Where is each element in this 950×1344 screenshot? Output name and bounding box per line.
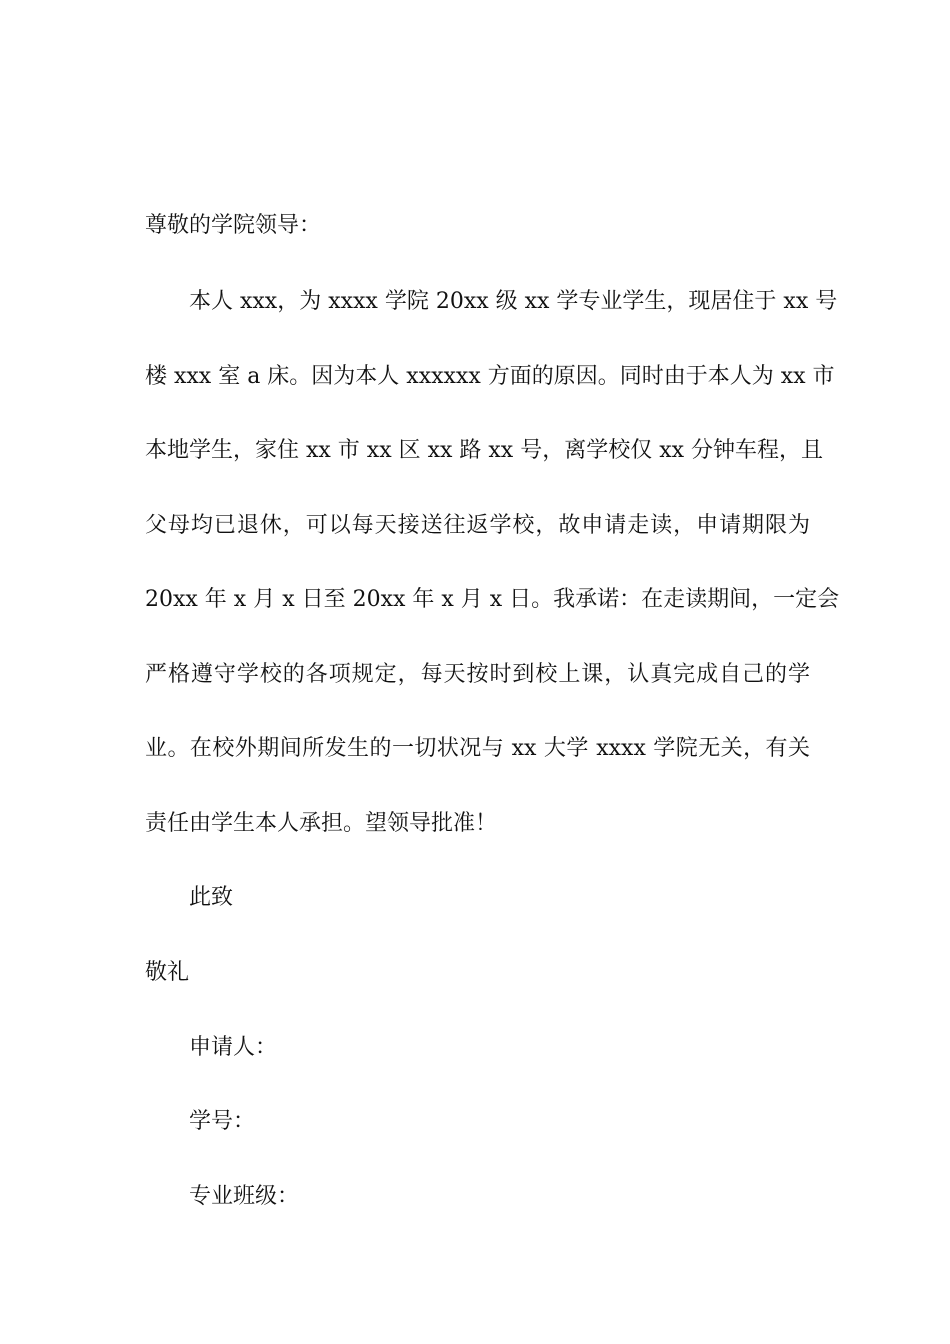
body-line-4: 父母均已退休，可以每天接送往返学校，故申请走读，申请期限为 [145, 513, 810, 538]
major-class-label: 专业班级： [189, 1184, 300, 1209]
body-line-2: 楼 xxx 室 a 床。因为本人 xxxxxx 方面的原因。同时由于本人为 xx 市 [145, 364, 835, 389]
student-id-label: 学号： [189, 1109, 256, 1134]
applicant-label: 申请人： [189, 1035, 278, 1060]
salutation: 尊敬的学院领导： [145, 213, 322, 238]
body-line-8: 责任由学生本人承担。望领导批准！ [145, 811, 498, 836]
closing-text: 此致 [189, 885, 234, 910]
body-line-6: 严格遵守学校的各项规定，每天按时到校上课，认真完成自己的学 [145, 662, 810, 687]
body-line-5: 20xx 年 x 月 x 日至 20xx 年 x 月 x 日。我承诺：在走读期间，一定会 [145, 587, 840, 612]
body-line-1: 本人 xxx，为 xxxx 学院 20xx 级 xx 学专业学生，现居住于 xx 号 [189, 289, 838, 314]
body-line-3: 本地学生，家住 xx 市 xx 区 xx 路 xx 号，离学校仅 xx 分钟车程，且 [145, 438, 824, 463]
body-line-7: 业。在校外期间所发生的一切状况与 xx 大学 xxxx 学院无关，有关 [145, 736, 810, 761]
regards-text: 敬礼 [145, 960, 190, 985]
